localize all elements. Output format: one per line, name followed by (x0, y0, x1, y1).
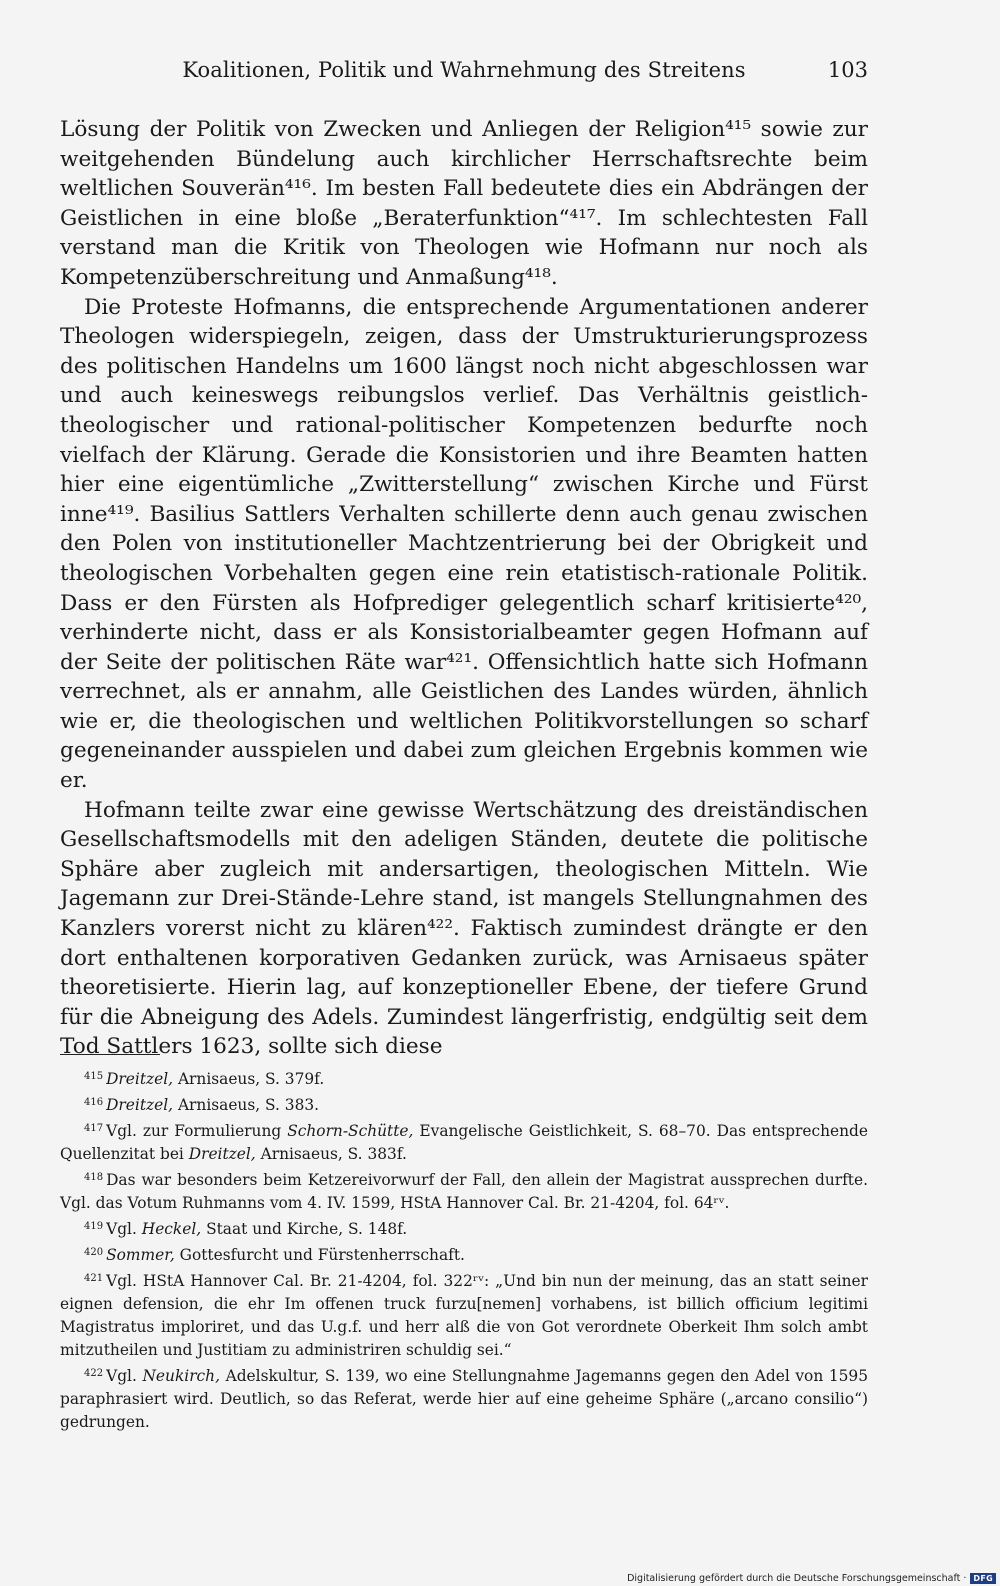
footnote-text: Adelskultur, S. 139, wo eine Stellungnahme Jagemanns gegen den Adel von 1595 paraphrasiert wird. Deutlich, so das Referat, werde hier auf eine geheime Sphäre („arcano consilio“) gedrungen. (60, 1367, 868, 1431)
footnote-number: 416 (84, 1097, 104, 1108)
dfg-logo: DFG (970, 1573, 996, 1584)
footnote-separator (60, 1054, 160, 1055)
footnote (60, 1267, 868, 1362)
footnote-author: Dreitzel, (106, 1070, 174, 1088)
footnote-author: Sommer, (106, 1246, 175, 1264)
footnote-text: Vgl. HStA Hannover Cal. Br. 21-4204, fol. 322ʳᵛ: „Und bin nun der meinung, das an statt seiner eignen defension, die ehr Im offenen truck furzu[nemen] vorhabens, ist billich officium legitimi Magistratus imploriret, und das U.g.f. und herr alß die von Got verordnete Oberkeit Ihm solch ambt mitzutheilen und Justitiam zu administriren schuldig sei.“ (60, 1272, 868, 1359)
footnote (60, 1166, 868, 1215)
footnote-number: 421 (84, 1273, 104, 1284)
footnote-text: Arnisaeus, S. 383f. (255, 1145, 407, 1163)
footnote (60, 1241, 868, 1267)
footnote-text: Arnisaeus, S. 383. (173, 1096, 320, 1114)
footnote-text: Vgl. zur Formulierung (106, 1122, 288, 1140)
footnote-number: 418 (84, 1172, 104, 1183)
footnote-text: Vgl. (106, 1367, 143, 1385)
footnotes (60, 1065, 868, 1434)
paragraph: Hofmann teilte zwar eine gewisse Wertschätzung des dreiständischen Gesellschaftsmodells mit den adeligen Ständen, deutete die politische Sphäre aber zugleich mit andersartigen, theologischen Mitteln. Wie Jagemann zur Drei-Stände-Lehre stand, ist mangels Stellungnahmen des Kanzlers vorerst nicht zu klären⁴²². Faktisch zumindest drängte er den dort enthaltenen korporativen Gedanken zurück, was Arnisaeus später theoretisierte. Hierin lag, auf konzeptioneller Ebene, der tiefere Grund für die Abneigung des Adels. Zumindest längerfristig, endgültig seit dem Tod Sattlers 1623, sollte sich diese (60, 797, 868, 1060)
footnote-author: Dreitzel, (188, 1145, 256, 1163)
footnote-number: 415 (84, 1071, 104, 1082)
footnote-text: Gottesfurcht und Fürstenherrschaft. (174, 1246, 465, 1264)
footnote (60, 1065, 868, 1091)
footnote-text: Staat und Kirche, S. 148f. (201, 1220, 408, 1238)
footnote (60, 1215, 868, 1241)
credit-text: Digitalisierung gefördert durch die Deutsche Forschungsgemeinschaft · (627, 1572, 967, 1584)
footnote-text: Vgl. (106, 1220, 142, 1238)
footnote-author: Neukirch, (142, 1367, 220, 1385)
page-number: 103 (827, 58, 868, 82)
digitization-credit (623, 1570, 1000, 1586)
main-text (60, 115, 868, 1062)
footnote-number: 422 (84, 1368, 104, 1379)
footnote (60, 1362, 868, 1434)
paragraph: Lösung der Politik von Zwecken und Anliegen der Religion⁴¹⁵ sowie zur weitgehenden Bündelung auch kirchlicher Herrschaftsrechte beim weltlichen Souverän⁴¹⁶. Im besten Fall bedeutete dies ein Abdrängen der Geistlichen in eine bloße „Beraterfunktion“⁴¹⁷. Im schlechtesten Fall verstand man die Kritik von Theologen wie Hofmann nur noch als Kompetenzüberschreitung und Anmaßung⁴¹⁸. (60, 117, 868, 290)
footnote-author: Schorn-Schütte, (287, 1122, 414, 1140)
running-title: Koalitionen, Politik und Wahrnehmung des Streitens (182, 58, 746, 82)
footnote-number: 420 (84, 1247, 104, 1258)
paragraph: Die Proteste Hofmanns, die entsprechende Argumentationen anderer Theologen widerspiegeln, zeigen, dass der Umstrukturierungsprozess des politischen Handelns um 1600 längst noch nicht abgeschlossen war und auch keineswegs reibungslos verlief. Das Verhältnis geistlich-theologischer und rational-politischer Kompetenzen bedurfte noch vielfach der Klärung. Gerade die Konsistorien und ihre Beamten hatten hier eine eigentümliche „Zwitterstellung“ zwischen Kirche und Fürst inne⁴¹⁹. Basilius Sattlers Verhalten schillerte denn auch genau zwischen den Polen von institutioneller Machtzentrierung bei der Obrigkeit und theologischen Vorbehalten gegen eine rein etatistisch-rationale Politik. Dass er den Fürsten als Hofprediger gelegentlich scharf kritisierte⁴²⁰, verhinderte nicht, dass er als Konsistorialbeamter gegen Hofmann auf der Seite der politischen Räte war⁴²¹. Offensichtlich hatte sich Hofmann verrechnet, als er annahm, alle Geistlichen des Landes würden, ähnlich wie er, die theologischen und weltlichen Politikvorstellungen so scharf gegeneinander ausspielen und dabei zum gleichen Ergebnis kommen wie er. (60, 294, 868, 794)
footnote-number: 419 (84, 1221, 104, 1232)
footnote-text: Evangelische Geistlichkeit, S. 68–70. Das entsprechende Quellenzitat bei (60, 1122, 869, 1163)
footnote-text: Das war besonders beim Ketzereivorwurf der Fall, den allein der Magistrat aussprechen durfte. Vgl. das Votum Ruhmanns vom 4. IV. 1599, HStA Hannover Cal. Br. 21-4204, fol. 64ʳᵛ. (60, 1171, 868, 1212)
footnote-author: Heckel, (141, 1220, 202, 1238)
footnote-author: Dreitzel, (106, 1096, 174, 1114)
footnote (60, 1117, 868, 1166)
footnote-text: Arnisaeus, S. 379f. (173, 1070, 325, 1088)
footnote-number: 417 (84, 1123, 104, 1134)
footnote (60, 1091, 868, 1117)
